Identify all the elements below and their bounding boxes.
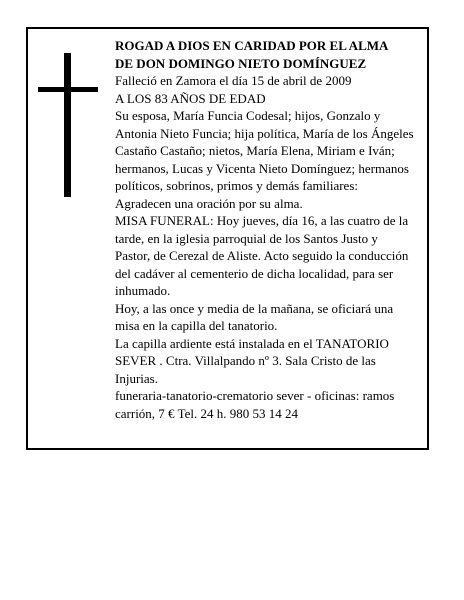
- heading-line-1: ROGAD A DIOS EN CARIDAD POR EL ALMA: [115, 38, 389, 53]
- notice-text: [115, 37, 415, 422]
- thanks-line: Agradecen una oración por su alma.: [115, 195, 303, 211]
- heading-line-2: DE DON DOMINGO NIETO DOMÍNGUEZ: [115, 55, 367, 71]
- cross-vertical-bar: [64, 53, 71, 197]
- chapel-mass-paragraph: Hoy, a las once y media de la mañana, se oficiará una misa en la capilla del tanatorio.: [115, 300, 394, 333]
- funeral-mass-paragraph: MISA FUNERAL: Hoy jueves, día 16, a las cuatro de la tarde, en la iglesia parroquial de los Santos Justo y Pastor, de Cerezal de Aliste. Acto seguido la conducción del cadáver al cementerio de dicha localidad, para ser inhumado.: [115, 213, 409, 298]
- age-line: A LOS 83 AÑOS DE EDAD: [115, 90, 266, 106]
- vigil-paragraph: La capilla ardiente está instalada en el TANATORIO SEVER . Ctra. Villalpando nº 3. Sala Cristo de las Injurias.: [115, 335, 389, 386]
- cross-icon: [38, 53, 98, 197]
- cross-horizontal-bar: [38, 87, 98, 92]
- contact-paragraph: funeraria-tanatorio-crematorio sever - oficinas: ramos carrión, 7 € Tel. 24 h. 980 53 14 24: [115, 388, 395, 421]
- family-paragraph: Su esposa, María Funcia Codesal; hijos, Gonzalo y Antonia Nieto Funcia; hija política, María de los Ángeles Castaño Castaño; nietos, María Elena, Miriam e Iván; hermanos, Lucas y Vicenta Nieto Domínguez; hermanos políticos, sobrinos, primos y demás familiares:: [115, 108, 414, 193]
- death-info: Falleció en Zamora el día 15 de abril de 2009: [115, 73, 352, 88]
